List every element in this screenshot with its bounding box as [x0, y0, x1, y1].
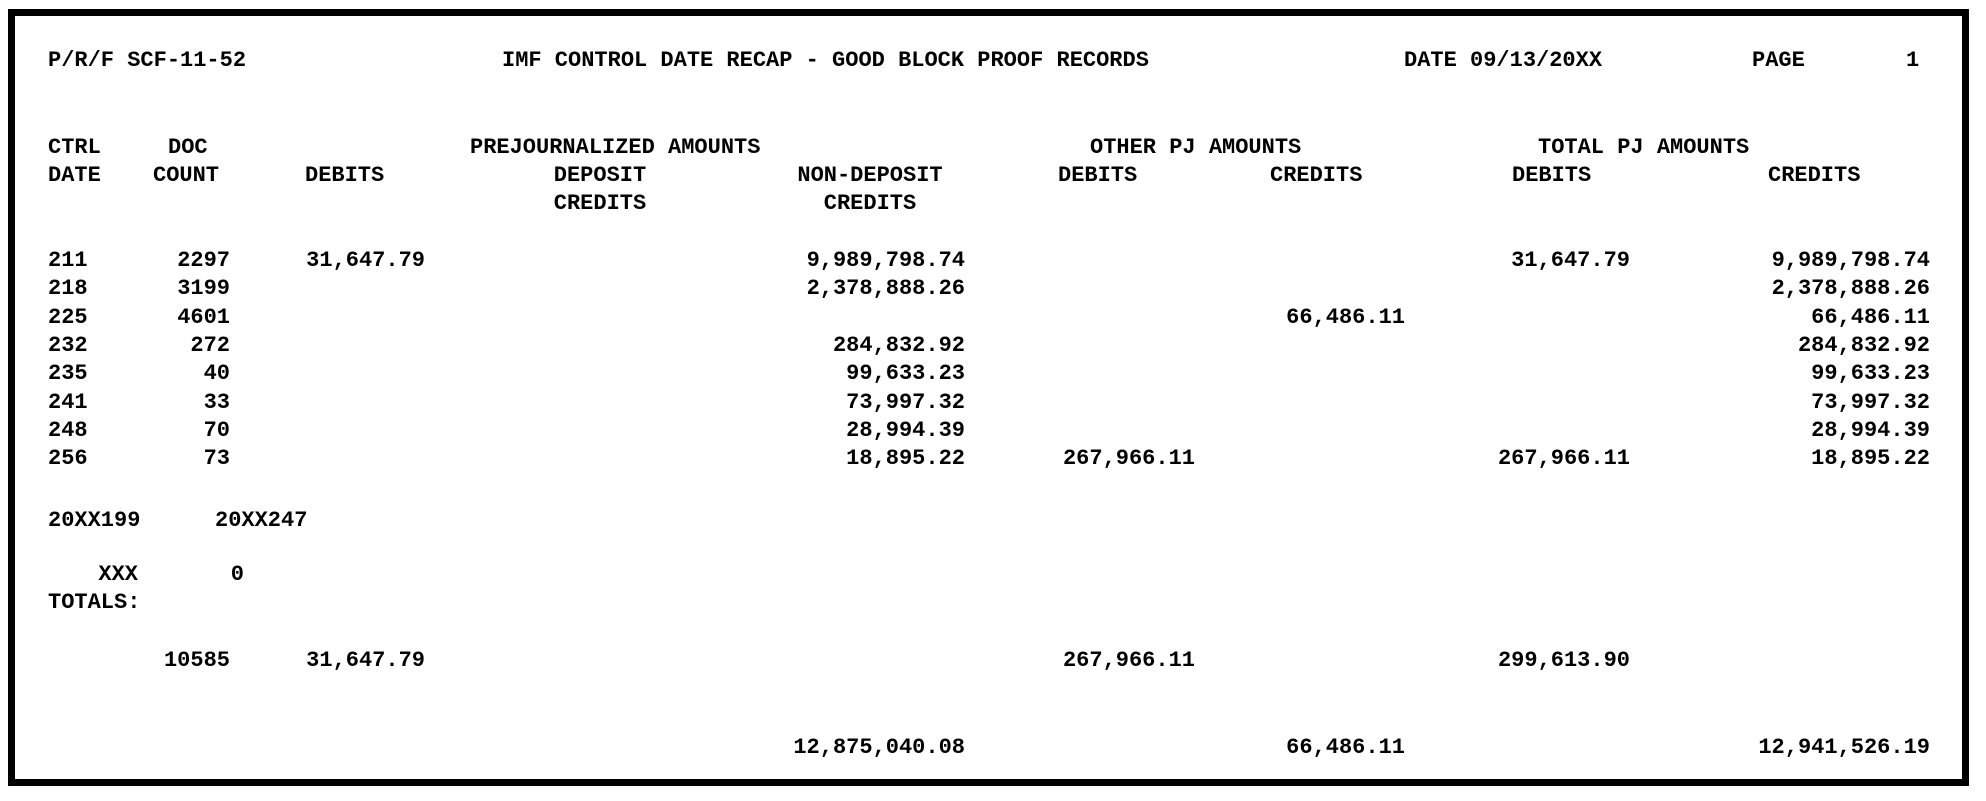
totals-label: TOTALS: — [48, 590, 141, 615]
cell-ctrl-date: 256 — [48, 446, 88, 471]
range-end: 20XX247 — [215, 508, 308, 533]
cell-total-credits: 2,378,888.26 — [1771, 276, 1930, 301]
cell-doc-count: 33 — [203, 390, 230, 415]
cell-ctrl-date: 211 — [48, 248, 88, 273]
cell-other-credits: 66,486.11 — [1286, 305, 1405, 330]
total-debits: 31,647.79 — [306, 648, 425, 673]
cell-total-credits: 9,989,798.74 — [1771, 248, 1930, 273]
total-non-deposit-credits: 12,875,040.08 — [793, 735, 965, 760]
header-doc: DOC — [168, 135, 208, 160]
header-debits: DEBITS — [305, 163, 385, 188]
header-other-credits: CREDITS — [1270, 163, 1363, 188]
report-title: IMF CONTROL DATE RECAP - GOOD BLOCK PROOF RECORDS — [502, 48, 1149, 73]
cell-doc-count: 40 — [203, 361, 230, 386]
cell-ctrl-date: 235 — [48, 361, 88, 386]
header-prejournalized: PREJOURNALIZED AMOUNTS — [470, 135, 761, 160]
header-date: DATE — [48, 163, 101, 188]
header-non-deposit: NON-DEPOSIT — [797, 163, 943, 188]
xxx-label: XXX — [98, 562, 138, 587]
cell-ctrl-date: 241 — [48, 390, 88, 415]
cell-ctrl-date: 225 — [48, 305, 88, 330]
header-deposit: DEPOSIT — [553, 163, 647, 188]
header-total-credits: CREDITS — [1768, 163, 1861, 188]
page-label: PAGE — [1752, 48, 1805, 73]
total-total-credits: 12,941,526.19 — [1758, 735, 1930, 760]
cell-non-deposit-credits: 73,997.32 — [846, 390, 965, 415]
cell-total-credits: 18,895.22 — [1811, 446, 1930, 471]
header-count: COUNT — [153, 163, 220, 188]
cell-debits: 31,647.79 — [306, 248, 425, 273]
cell-other-debits: 267,966.11 — [1062, 446, 1195, 471]
header-total-debits: DEBITS — [1512, 163, 1592, 188]
total-other-credits: 66,486.11 — [1286, 735, 1405, 760]
total-other-debits: 267,966.11 — [1062, 648, 1195, 673]
cell-doc-count: 4601 — [177, 305, 230, 330]
cell-non-deposit-credits: 284,832.92 — [832, 333, 965, 358]
range-start: 20XX199 — [48, 508, 141, 533]
total-doc-count: 10585 — [163, 648, 230, 673]
cell-total-debits: 31,647.79 — [1511, 248, 1630, 273]
cell-doc-count: 272 — [190, 333, 230, 358]
cell-ctrl-date: 232 — [48, 333, 88, 358]
header-other-debits: DEBITS — [1058, 163, 1138, 188]
cell-doc-count: 3199 — [177, 276, 230, 301]
report-date: DATE 09/13/20XX — [1404, 48, 1603, 73]
cell-non-deposit-credits: 18,895.22 — [846, 446, 965, 471]
cell-total-credits: 28,994.39 — [1811, 418, 1930, 443]
xxx-value: 0 — [230, 562, 244, 587]
header-deposit-credits: CREDITS — [553, 191, 647, 216]
header-total-pj: TOTAL PJ AMOUNTS — [1538, 135, 1750, 160]
header-other-pj: OTHER PJ AMOUNTS — [1090, 135, 1302, 160]
cell-total-credits: 66,486.11 — [1811, 305, 1930, 330]
cell-doc-count: 2297 — [177, 248, 230, 273]
cell-doc-count: 73 — [203, 446, 230, 471]
cell-doc-count: 70 — [203, 418, 230, 443]
header-non-deposit-credits: CREDITS — [823, 191, 917, 216]
cell-ctrl-date: 218 — [48, 276, 88, 301]
cell-total-debits: 267,966.11 — [1497, 446, 1630, 471]
cell-non-deposit-credits: 9,989,798.74 — [806, 248, 965, 273]
total-total-debits: 299,613.90 — [1497, 648, 1630, 673]
cell-total-credits: 73,997.32 — [1811, 390, 1930, 415]
cell-non-deposit-credits: 28,994.39 — [846, 418, 965, 443]
page-number: 1 — [1906, 48, 1920, 73]
cell-non-deposit-credits: 2,378,888.26 — [806, 276, 965, 301]
cell-ctrl-date: 248 — [48, 418, 88, 443]
cell-total-credits: 99,633.23 — [1811, 361, 1930, 386]
program-id: P/R/F SCF-11-52 — [48, 48, 247, 73]
cell-non-deposit-credits: 99,633.23 — [846, 361, 965, 386]
header-ctrl: CTRL — [48, 135, 101, 160]
cell-total-credits: 284,832.92 — [1797, 333, 1930, 358]
